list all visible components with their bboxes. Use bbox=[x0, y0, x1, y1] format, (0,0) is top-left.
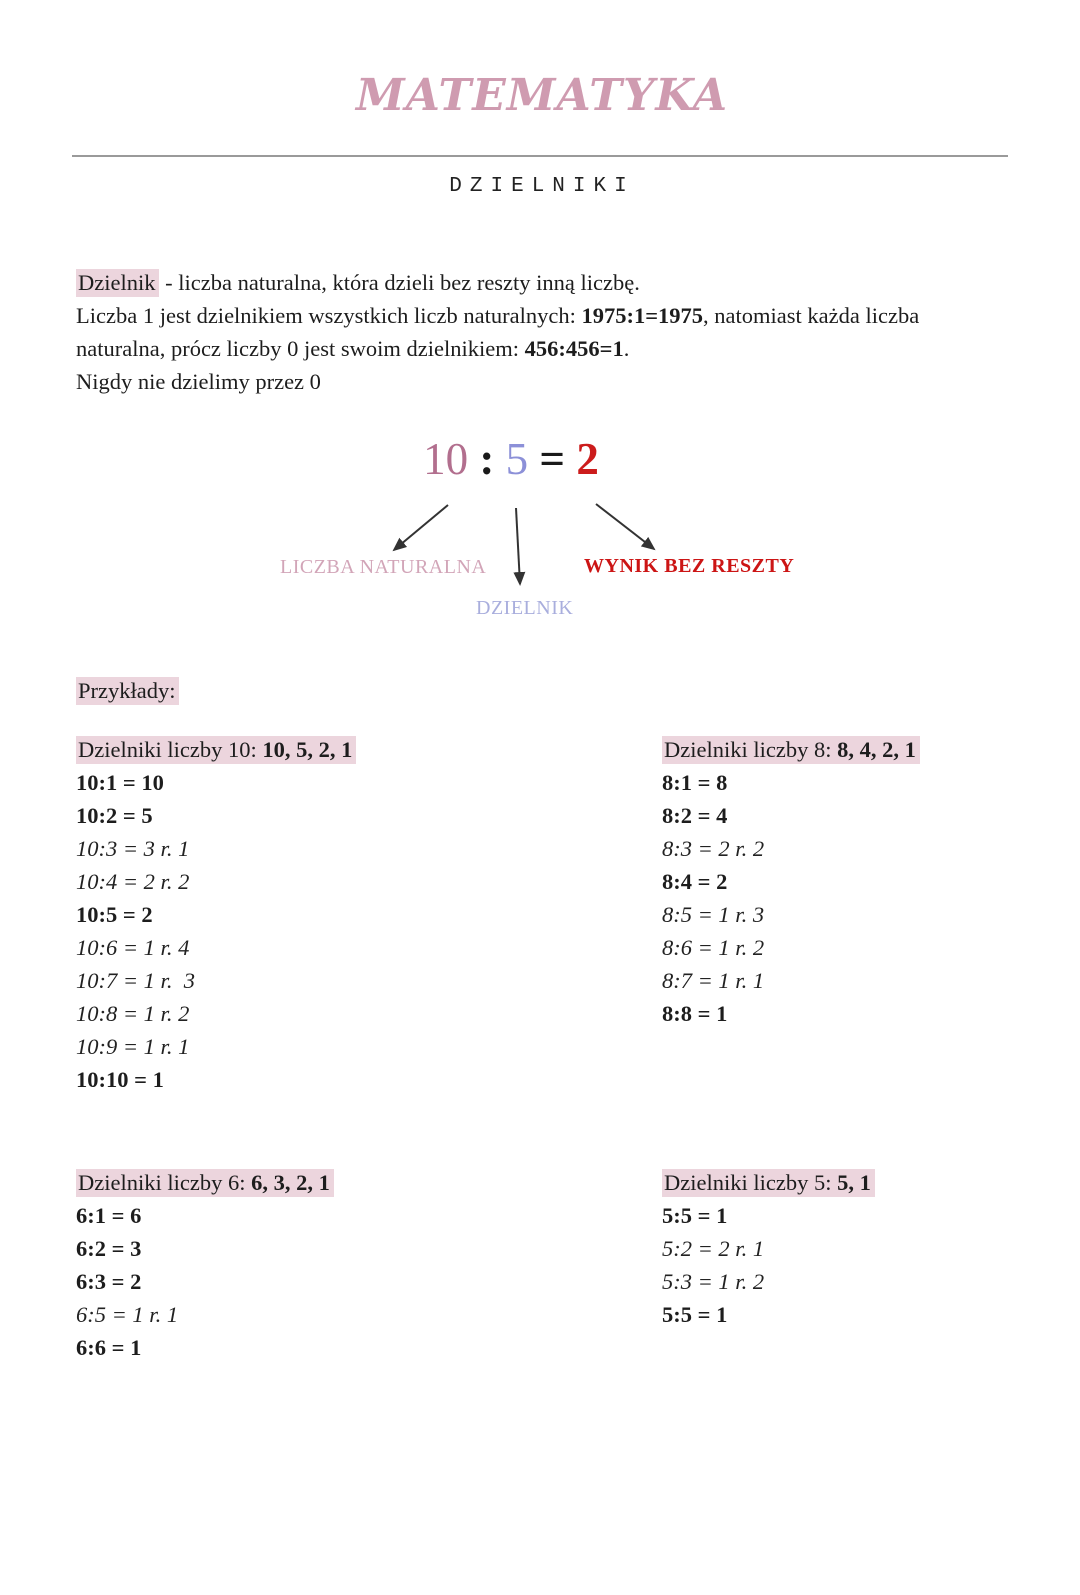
intro-line-2-post: , natomiast każda liczba bbox=[703, 302, 920, 328]
horizontal-divider bbox=[72, 155, 1008, 157]
page-title: MATEMATYKA bbox=[356, 70, 728, 121]
calc-row: 10:4 = 2 r. 2 bbox=[76, 868, 190, 894]
calc-row: 8:6 = 1 r. 2 bbox=[662, 934, 765, 960]
intro-line-3 bbox=[76, 332, 1008, 365]
calc-row: 5:3 = 1 r. 2 bbox=[662, 1268, 765, 1294]
intro-line-1-text: - liczba naturalna, która dzieli bez reszty inną liczbę. bbox=[159, 269, 640, 295]
arrow-to-liczba-naturalna bbox=[394, 505, 448, 550]
intro-line-3-text: naturalna, prócz liczby 0 jest swoim dzielnikiem: bbox=[76, 335, 525, 361]
section-divisors-of-10 bbox=[76, 733, 662, 1096]
section-divisors-of-5 bbox=[662, 1166, 1008, 1364]
section-8-heading-text: Dzielniki liczby 8: bbox=[664, 736, 838, 762]
intro-line-2 bbox=[76, 299, 1008, 332]
section-5-heading-divisors: 5, 1 bbox=[837, 1169, 871, 1195]
page-subtitle: DZIELNIKI bbox=[449, 174, 635, 198]
equation-colon: : bbox=[468, 433, 506, 484]
section-10-heading-text: Dzielniki liczby 10: bbox=[78, 736, 263, 762]
calc-row: 6:5 = 1 r. 1 bbox=[76, 1301, 179, 1327]
sections-row-1 bbox=[76, 733, 1008, 1096]
equation-quotient: 2 bbox=[576, 433, 599, 484]
calc-row: 8:1 = 8 bbox=[662, 769, 728, 795]
calc-row: 8:7 = 1 r. 1 bbox=[662, 967, 765, 993]
calc-row: 8:4 = 2 bbox=[662, 868, 728, 894]
calc-row: 10:3 = 3 r. 1 bbox=[76, 835, 190, 861]
calc-row: 10:9 = 1 r. 1 bbox=[76, 1033, 190, 1059]
examples-heading-text: Przykłady: bbox=[76, 677, 179, 705]
sections-row-2 bbox=[76, 1166, 1008, 1364]
calc-row: 10:10 = 1 bbox=[76, 1066, 164, 1092]
calc-row: 8:3 = 2 r. 2 bbox=[662, 835, 765, 861]
section-5-heading-text: Dzielniki liczby 5: bbox=[664, 1169, 838, 1195]
calc-row: 6:2 = 3 bbox=[76, 1235, 142, 1261]
intro-line-3-post: . bbox=[623, 335, 630, 361]
calc-row: 10:8 = 1 r. 2 bbox=[76, 1000, 190, 1026]
calc-row: 6:3 = 2 bbox=[76, 1268, 142, 1294]
calc-row: 8:2 = 4 bbox=[662, 802, 728, 828]
section-5-heading bbox=[662, 1166, 1008, 1199]
calc-row: 6:6 = 1 bbox=[76, 1334, 142, 1360]
intro-line-2-text: Liczba 1 jest dzielnikiem wszystkich liczb naturalnych: bbox=[76, 302, 582, 328]
label-wynik-bez-reszty: WYNIK BEZ RESZTY bbox=[584, 554, 795, 577]
calc-row: 10:6 = 1 r. 4 bbox=[76, 934, 190, 960]
calc-row: 8:8 = 1 bbox=[662, 1000, 728, 1026]
section-8-heading-divisors: 8, 4, 2, 1 bbox=[837, 736, 916, 762]
label-liczba-naturalna: LICZBA NATURALNA bbox=[280, 555, 487, 578]
examples-heading bbox=[76, 674, 1008, 707]
calc-row: 10:5 = 2 bbox=[76, 901, 153, 927]
arrow-to-wynik bbox=[596, 504, 654, 549]
calc-row: 5:5 = 1 bbox=[662, 1301, 728, 1327]
division-diagram bbox=[76, 434, 1008, 649]
section-6-heading-text: Dzielniki liczby 6: bbox=[78, 1169, 252, 1195]
calc-row: 5:5 = 1 bbox=[662, 1202, 728, 1228]
arrow-to-dzielnik bbox=[516, 508, 520, 584]
calc-row: 10:2 = 5 bbox=[76, 802, 153, 828]
equation-dividend: 10 bbox=[423, 433, 469, 484]
label-dzielnik: DZIELNIK bbox=[476, 596, 574, 619]
section-divisors-of-6 bbox=[76, 1166, 662, 1364]
equation-equals: = bbox=[528, 433, 577, 484]
calc-row: 8:5 = 1 r. 3 bbox=[662, 901, 765, 927]
intro-line-4: Nigdy nie dzielimy przez 0 bbox=[76, 368, 321, 394]
intro-paragraph bbox=[76, 266, 1008, 398]
calc-row: 6:1 = 6 bbox=[76, 1202, 142, 1228]
intro-line-2-bold: 1975:1=1975 bbox=[581, 302, 704, 328]
calc-row: 10:7 = 1 r. 3 bbox=[76, 967, 195, 993]
calc-row: 10:1 = 10 bbox=[76, 769, 164, 795]
document-page bbox=[0, 70, 1080, 1364]
calc-row: 5:2 = 2 r. 1 bbox=[662, 1235, 765, 1261]
section-divisors-of-8 bbox=[662, 733, 1008, 1096]
section-10-heading bbox=[76, 733, 662, 766]
intro-line-3-bold: 456:456=1 bbox=[524, 335, 624, 361]
intro-line-1 bbox=[76, 266, 1008, 299]
section-8-heading bbox=[662, 733, 1008, 766]
section-6-heading-divisors: 6, 3, 2, 1 bbox=[251, 1169, 330, 1195]
equation-divisor: 5 bbox=[505, 433, 529, 484]
section-6-heading bbox=[76, 1166, 662, 1199]
section-10-heading-divisors: 10, 5, 2, 1 bbox=[262, 736, 353, 762]
highlighted-term: Dzielnik bbox=[76, 269, 159, 297]
